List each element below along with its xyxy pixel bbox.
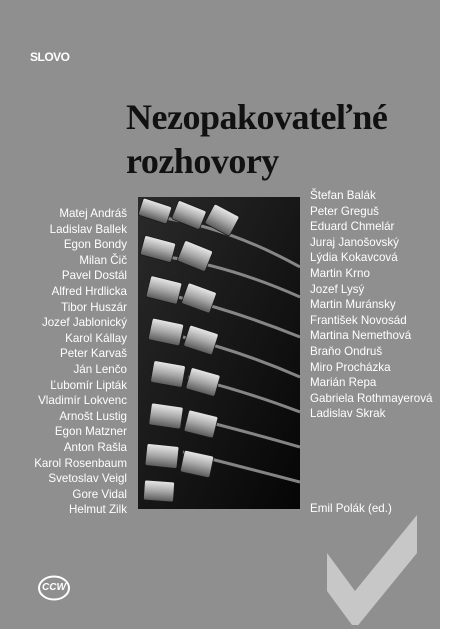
interviewee-name: Ladislav Ballek <box>49 222 127 236</box>
interviewer-name: Ladislav Skrak <box>310 407 386 421</box>
interviewee-name: Egon Bondy <box>63 238 127 252</box>
ccw-logo-text: CCW <box>42 582 66 593</box>
interviewee-name: Anton Rašla <box>63 440 127 454</box>
ccw-logo <box>38 575 70 601</box>
typewriter-keys-image <box>138 197 300 509</box>
interviewee-name: Ján Lenčo <box>73 362 127 376</box>
book-title <box>126 95 387 183</box>
interviewer-name: Jozef Lysý <box>310 282 365 296</box>
interviewer-name: František Novosád <box>310 313 407 327</box>
interviewee-name: Gore Vidal <box>72 487 127 501</box>
interviewer-name: Peter Greguš <box>310 204 379 218</box>
interviewer-name: Martina Nemethová <box>310 329 412 343</box>
interviewer-name: Martin Muránsky <box>310 298 396 312</box>
interviewer-name: Eduard Chmelár <box>310 220 395 234</box>
interviewee-name: Ľubomír Lipták <box>50 378 127 392</box>
interviewer-name: Miro Procházka <box>310 360 391 374</box>
interviewee-name: Karol Kállay <box>65 331 127 345</box>
interviewee-name: Alfred Hrdlicka <box>51 284 127 298</box>
interviewer-name: Braňo Ondruš <box>310 344 383 358</box>
interviewee-name: Milan Čič <box>79 253 127 267</box>
interviewer-name: Juraj Janošovský <box>310 235 399 249</box>
interviewee-name: Egon Matzner <box>54 425 127 439</box>
interviewer-name: Lýdia Kokavcová <box>310 251 398 265</box>
interviewee-name: Arnošt Lustig <box>59 409 127 423</box>
interviewee-name: Pavel Dostál <box>61 269 127 283</box>
interviewee-name: Jozef Jablonický <box>41 316 127 330</box>
interviewer-name: Gabriela Rothmayerová <box>310 391 433 405</box>
title-line-2: rozhovory <box>126 141 279 181</box>
interviewee-name: Tibor Huszár <box>61 300 127 314</box>
interviewee-name: Matej Andráš <box>59 207 127 220</box>
interviewers-list <box>310 188 432 422</box>
interviewee-name: Svetoslav Veigl <box>48 472 127 486</box>
publisher-logo: SLOVO <box>30 50 70 64</box>
interviewee-name: Helmut Zilk <box>69 503 127 517</box>
interviewer-name: Martin Krno <box>310 266 370 280</box>
interviewer-name: Marián Repa <box>310 376 377 390</box>
title-line-1: Nezopakovateľné <box>126 97 388 137</box>
interviewer-name: Štefan Balák <box>310 189 376 202</box>
interviewee-name: Vladimír Lokvenc <box>38 394 127 408</box>
editor-credit: Emil Polák (ed.) <box>310 502 392 515</box>
interviewee-name: Karol Rosenbaum <box>34 456 127 470</box>
interviewees-list <box>34 206 127 518</box>
interviewee-name: Peter Karvaš <box>59 347 127 361</box>
checkmark-watermark-icon <box>305 505 425 625</box>
